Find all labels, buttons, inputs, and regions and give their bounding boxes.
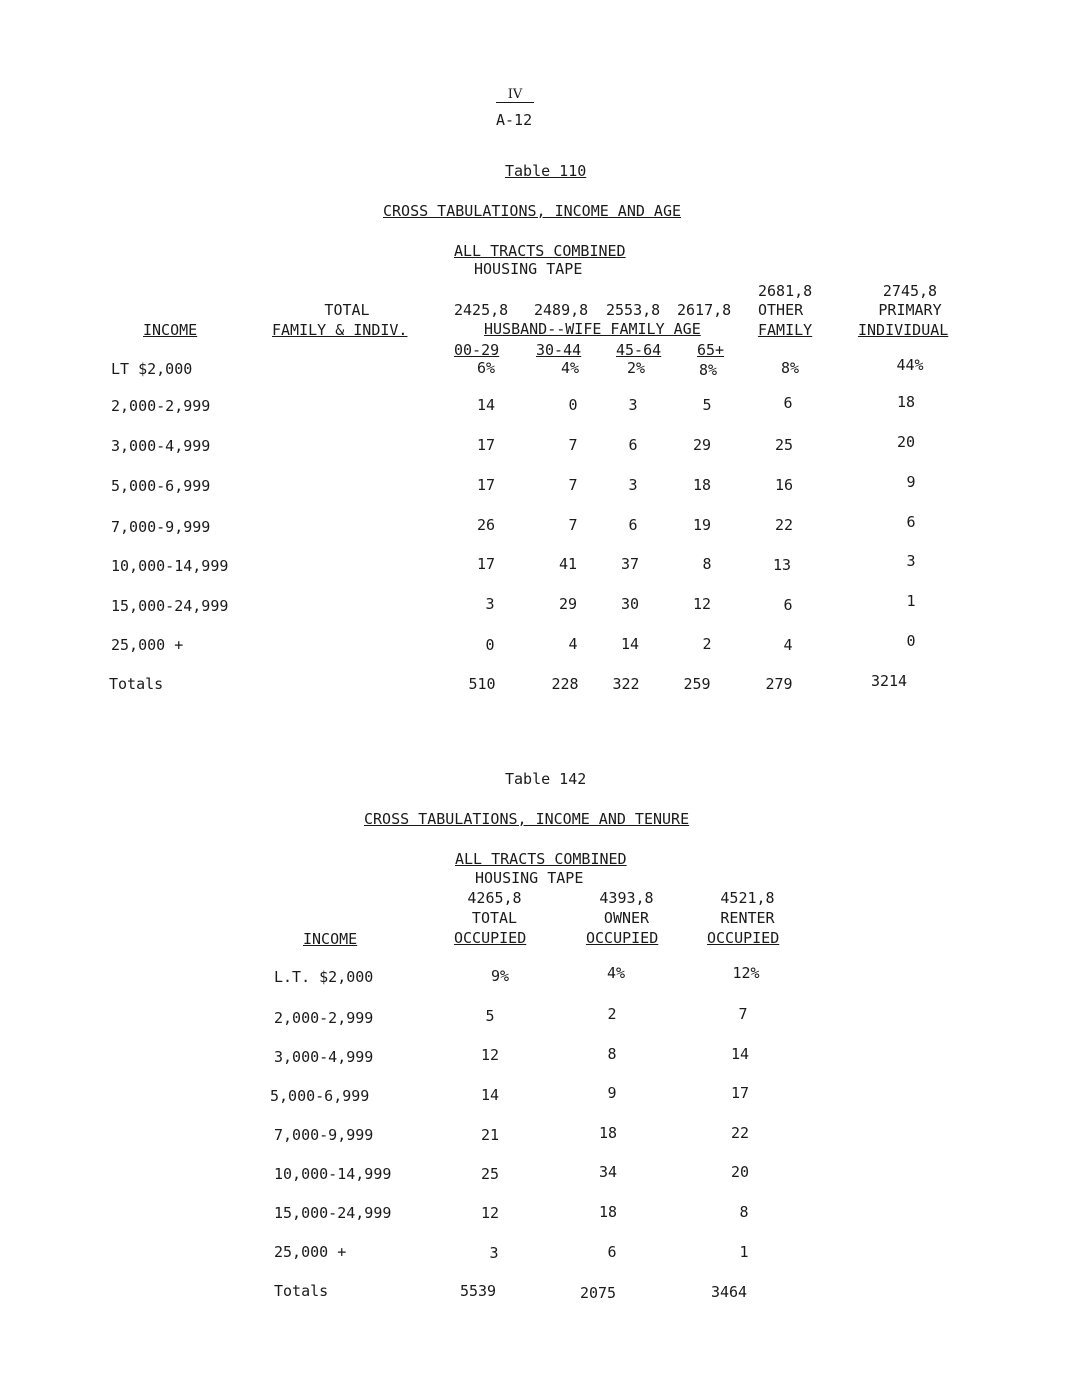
t142-income-cell: 25,000 + xyxy=(274,1243,347,1261)
t142-total-code: 4265,8 xyxy=(467,889,522,907)
t110-cell: 7 xyxy=(568,476,578,494)
t110-cell: 26 xyxy=(476,516,496,534)
t110-cell: 19 xyxy=(692,516,712,534)
t142-cell: 6 xyxy=(607,1243,617,1261)
t110-income-cell: 15,000-24,999 xyxy=(111,597,229,615)
t142-cell: 14 xyxy=(730,1045,750,1063)
t110-col-code-4: 2617,8 xyxy=(677,301,732,319)
t110-header-total-1: TOTAL xyxy=(324,301,370,319)
t142-cell: 12 xyxy=(480,1046,500,1064)
t110-cell: 17 xyxy=(476,436,496,454)
t110-cell: 3214 xyxy=(870,672,908,690)
t142-cell: 21 xyxy=(480,1126,500,1144)
t110-cell: 17 xyxy=(476,476,496,494)
t110-age-4: 65+ xyxy=(697,341,725,359)
t142-owner-2: OCCUPIED xyxy=(586,929,659,947)
t142-cell: 7 xyxy=(738,1005,748,1023)
t142-cell: 2075 xyxy=(579,1284,617,1302)
table-142-subtitle-1: ALL TRACTS COMBINED xyxy=(455,850,627,868)
t142-income-cell: 3,000-4,999 xyxy=(274,1048,374,1066)
t110-cell: 6 xyxy=(628,436,638,454)
t110-income-cell: 10,000-14,999 xyxy=(111,557,229,575)
t142-cell: 18 xyxy=(598,1203,618,1221)
table-110-subtitle-1: ALL TRACTS COMBINED xyxy=(454,242,626,260)
t110-cell: 7 xyxy=(568,516,578,534)
t110-cell: 6 xyxy=(783,596,793,614)
t110-cell: 12 xyxy=(692,595,712,613)
t110-cell: 3 xyxy=(485,595,495,613)
t110-cell: 9 xyxy=(906,473,916,491)
t110-income-cell: LT $2,000 xyxy=(111,360,193,378)
t110-income-cell: 5,000-6,999 xyxy=(111,477,211,495)
t110-age-1: 00-29 xyxy=(454,341,500,359)
t142-income-cell: L.T. $2,000 xyxy=(274,968,374,986)
t110-cell: 16 xyxy=(774,476,794,494)
t110-cell: 8% xyxy=(780,359,800,377)
t142-cell: 8 xyxy=(739,1203,749,1221)
t142-income-cell: 5,000-6,999 xyxy=(270,1087,370,1105)
t110-cell: 14 xyxy=(476,396,496,414)
t142-cell: 18 xyxy=(598,1124,618,1142)
t110-cell: 510 xyxy=(468,675,496,693)
t110-cell: 8 xyxy=(702,555,712,573)
t110-cell: 6% xyxy=(476,359,496,377)
t110-cell: 0 xyxy=(568,396,578,414)
t110-income-cell: 2,000-2,999 xyxy=(111,397,211,415)
t110-cell: 6 xyxy=(906,513,916,531)
t142-total-1: TOTAL xyxy=(471,909,518,927)
t110-cell: 29 xyxy=(558,595,578,613)
t110-cell: 3 xyxy=(906,552,916,570)
t110-cell: 22 xyxy=(774,516,794,534)
t142-total-2: OCCUPIED xyxy=(454,929,527,947)
t110-age-2: 30-44 xyxy=(536,341,582,359)
t110-cell: 25 xyxy=(774,436,794,454)
t110-header-total-2: FAMILY & INDIV. xyxy=(272,321,408,339)
t142-cell: 4% xyxy=(606,964,626,982)
t110-cell: 4 xyxy=(783,636,793,654)
t142-owner-1: OWNER xyxy=(603,909,650,927)
t110-cell: 44% xyxy=(896,356,924,374)
page-number: A-12 xyxy=(496,111,533,129)
table-110-subtitle-2: HOUSING TAPE xyxy=(474,260,583,278)
t110-income-cell: 25,000 + xyxy=(111,636,184,654)
t110-cell: 2 xyxy=(702,635,712,653)
t142-cell: 12% xyxy=(732,964,760,982)
t110-cell: 1 xyxy=(906,592,916,610)
t142-cell: 2 xyxy=(607,1005,617,1023)
t110-cell: 17 xyxy=(476,555,496,573)
t110-cell: 279 xyxy=(765,675,793,693)
t110-cell: 20 xyxy=(896,433,916,451)
t142-income-cell: 10,000-14,999 xyxy=(274,1165,392,1183)
t110-income-cell: 3,000-4,999 xyxy=(111,437,211,455)
t110-header-income: INCOME xyxy=(143,321,198,339)
t110-income-cell: 7,000-9,999 xyxy=(111,518,211,536)
t142-cell: 9% xyxy=(490,967,510,985)
t142-income-cell: 7,000-9,999 xyxy=(274,1126,374,1144)
t110-other-code: 2681,8 xyxy=(758,282,813,300)
t110-cell: 3 xyxy=(628,396,638,414)
t110-header-husband-wife: HUSBAND--WIFE FAMILY AGE xyxy=(484,320,701,338)
t110-income-cell: Totals xyxy=(109,675,164,693)
t142-cell: 9 xyxy=(607,1084,617,1102)
t142-cell: 8 xyxy=(607,1045,617,1063)
t110-cell: 0 xyxy=(485,636,495,654)
t142-cell: 5539 xyxy=(459,1282,497,1300)
t110-cell: 4 xyxy=(568,635,578,653)
t142-cell: 3464 xyxy=(710,1283,748,1301)
t110-cell: 6 xyxy=(628,516,638,534)
t110-cell: 18 xyxy=(896,393,916,411)
table-110-label: Table 110 xyxy=(505,162,587,180)
t110-cell: 7 xyxy=(568,436,578,454)
t110-other-2: FAMILY xyxy=(758,321,813,339)
t142-income-cell: 2,000-2,999 xyxy=(274,1009,374,1027)
t110-cell: 0 xyxy=(906,632,916,650)
t110-col-code-3: 2553,8 xyxy=(606,301,661,319)
t110-cell: 2% xyxy=(626,359,646,377)
table-110-title: CROSS TABULATIONS, INCOME AND AGE xyxy=(383,202,682,220)
table-142-title: CROSS TABULATIONS, INCOME AND TENURE xyxy=(364,810,690,828)
t110-col-code-1: 2425,8 xyxy=(454,301,509,319)
t110-cell: 4% xyxy=(560,359,580,377)
t110-cell: 259 xyxy=(683,675,711,693)
t142-header-income: INCOME xyxy=(303,930,358,948)
t110-cell: 13 xyxy=(772,556,792,574)
t110-primary-code: 2745,8 xyxy=(882,282,938,300)
t110-cell: 8% xyxy=(698,361,718,379)
t142-renter-1: RENTER xyxy=(720,909,775,927)
t142-renter-2: OCCUPIED xyxy=(707,929,780,947)
t142-cell: 1 xyxy=(739,1243,749,1261)
t110-cell: 3 xyxy=(628,476,638,494)
t142-cell: 20 xyxy=(730,1163,750,1181)
t142-cell: 17 xyxy=(730,1084,750,1102)
t110-primary-1: PRIMARY xyxy=(878,301,942,319)
t110-cell: 18 xyxy=(692,476,712,494)
t142-owner-code: 4393,8 xyxy=(599,889,654,907)
t110-cell: 322 xyxy=(612,675,640,693)
t142-cell: 25 xyxy=(480,1165,500,1183)
t110-primary-2: INDIVIDUAL xyxy=(858,321,949,339)
t110-cell: 5 xyxy=(702,396,712,414)
t142-income-cell: 15,000-24,999 xyxy=(274,1204,392,1222)
t142-renter-code: 4521,8 xyxy=(720,889,775,907)
t142-cell: 12 xyxy=(480,1204,500,1222)
t110-age-3: 45-64 xyxy=(616,341,662,359)
t110-cell: 41 xyxy=(558,555,578,573)
t142-cell: 5 xyxy=(485,1007,495,1025)
t142-cell: 14 xyxy=(480,1086,500,1104)
t142-income-cell: Totals xyxy=(274,1282,329,1300)
t142-cell: 34 xyxy=(598,1163,618,1181)
t110-col-code-2: 2489,8 xyxy=(534,301,589,319)
table-142-subtitle-2: HOUSING TAPE xyxy=(475,869,584,887)
roman-numeral-mark: IV xyxy=(496,88,534,103)
t110-cell: 29 xyxy=(692,436,712,454)
t142-cell: 22 xyxy=(730,1124,750,1142)
t142-cell: 3 xyxy=(489,1244,499,1262)
t110-other-1: OTHER xyxy=(758,301,804,319)
t110-cell: 14 xyxy=(620,635,640,653)
table-142-label: Table 142 xyxy=(505,770,587,788)
t110-cell: 37 xyxy=(620,555,640,573)
t110-cell: 228 xyxy=(551,675,579,693)
t110-cell: 30 xyxy=(620,595,640,613)
t110-cell: 6 xyxy=(783,394,793,412)
